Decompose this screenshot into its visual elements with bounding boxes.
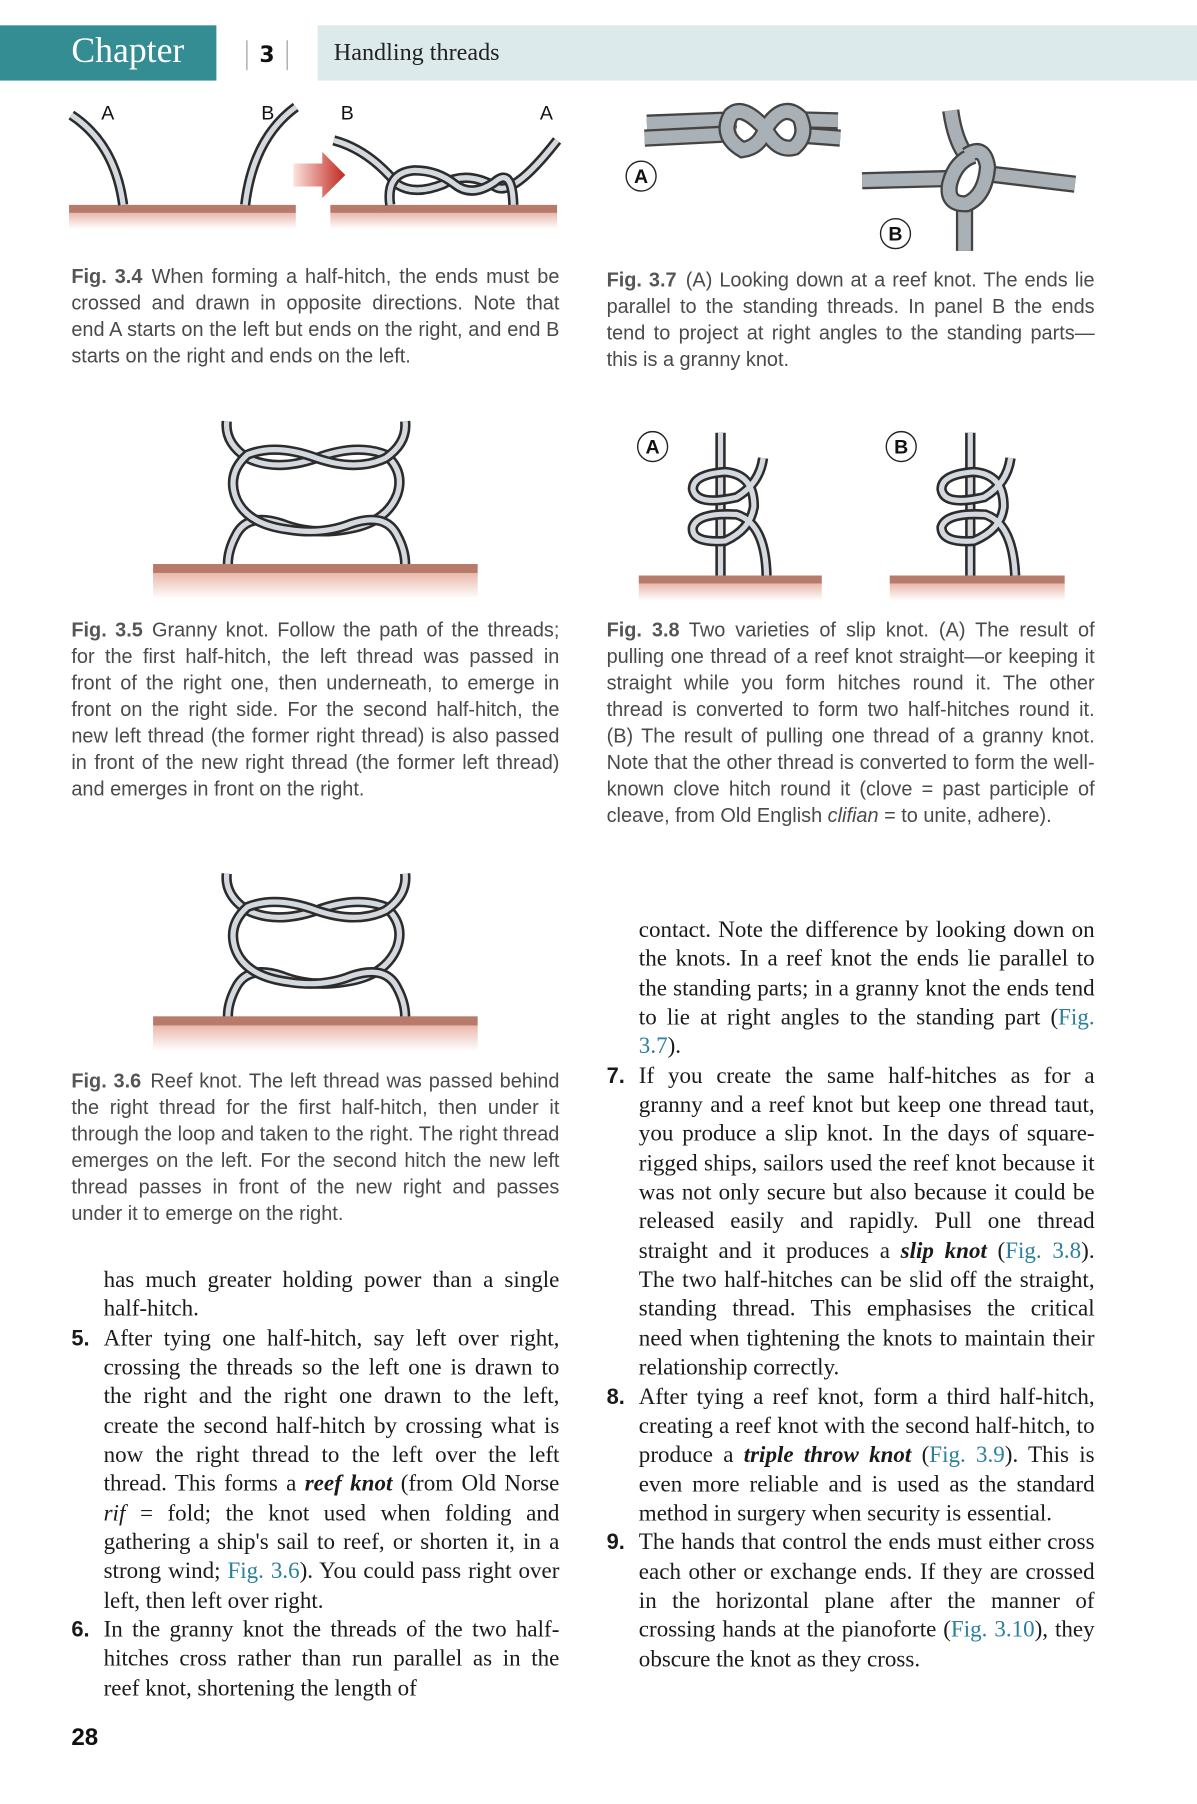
figure-label: Fig. 3.7 xyxy=(606,268,677,292)
svg-text:A: A xyxy=(645,436,660,459)
text-run: (from Old Norse xyxy=(392,1471,560,1497)
svg-text:A: A xyxy=(101,102,115,125)
figure-reference-link[interactable]: Fig. 3.6 xyxy=(227,1558,300,1585)
continued-paragraph xyxy=(71,1266,559,1324)
fig-3-5-caption: Fig. 3.5 Granny knot. Follow the path of the threads; for the first half-hitch, the left thread was passed in front of the right one, then underneath, to emerge in front on the right side. For the second half-hitch, the new left thread (the former right thread) is also passed in front of the new right thread (the former left thread) and emerges in front on the right. xyxy=(71,618,560,800)
emphasized-term: slip knot xyxy=(900,1238,987,1264)
chapter-number: 3 xyxy=(246,40,287,70)
text-run: = fold; the knot used when folding and gathering a ship's sail to reef, or shorten it, in a strong wind; xyxy=(103,1500,560,1585)
text-run: If you create the same half-hitches as for a granny and a reef knot but keep one thread taut, you produce a slip knot. In the days of square-rigged ships, sailors used the reef knot because it was not only secure but also because it could be released easily and rapidly. Pull one thread straight and it produces a xyxy=(638,1063,1095,1264)
page-number: 28 xyxy=(71,1724,99,1751)
emphasized-term: reef knot xyxy=(304,1471,393,1497)
svg-text:B: B xyxy=(340,102,354,125)
list-number: 7. xyxy=(606,1064,625,1089)
emphasized-term: triple throw knot xyxy=(743,1442,912,1468)
figure-label: Fig. 3.4 xyxy=(71,264,143,288)
list-number: 5. xyxy=(71,1326,90,1351)
text-run: has much greater holding power than a single half-hitch. xyxy=(103,1267,560,1322)
svg-text:A: A xyxy=(634,166,649,189)
text-run: ). You could pass right over left, then left over right. xyxy=(103,1558,560,1614)
text-run: ). This is even more reliable and is used as the standard method in surgery when security is essential. xyxy=(638,1442,1095,1527)
figure-reference-link[interactable]: Fig. 3.10 xyxy=(950,1617,1035,1643)
text-run: contact. Note the difference by looking down on the knots. In a reef knot the ends lie parallel to the standing parts; in a granny knot the ends tend to lie at right angles to the standing part ( xyxy=(638,917,1095,1031)
fig-3-7-caption: Fig. 3.7 (A) Looking down at a reef knot. The ends lie parallel to the standing threads. In panel B the ends tend to project at right angles to the standing parts—this is a granny knot. xyxy=(606,268,1095,371)
svg-text:B: B xyxy=(888,223,903,246)
body-text-right-column xyxy=(607,916,1095,1674)
text-run: ( xyxy=(911,1442,930,1468)
text-run: After tying one half-hitch, say left over right, crossing the threads so the left one is drawn to the right and the right one drawn to the left, create the second half-hitch by crossing what is now the right thread to the left over the left thread. This forms a xyxy=(103,1325,560,1497)
svg-text:B: B xyxy=(261,102,275,125)
fig-3-8-caption: Fig. 3.8 Two varieties of slip knot. (A) The result of pulling one thread of a reef knot straight—or keeping it straight while you form hitches round it. The other thread is converted to form two half-hitches round it. (B) The result of pulling one thread of a granny knot. Note that the other thread is converted to form the well-known clove hitch round it (clove = past participle of cleave, from Old English clifian = to unite, adhere). xyxy=(606,618,1095,827)
text-run: After tying a reef knot, form a third half-hitch, creating a reef knot with the second half-hitch, to produce a xyxy=(638,1384,1095,1468)
figure-label: Fig. 3.8 xyxy=(606,618,680,642)
ground xyxy=(153,1016,478,1051)
continued-paragraph xyxy=(607,916,1095,1062)
fig-3-4-caption: Fig. 3.4 When forming a half-hitch, the ends must be crossed and drawn in opposite directions. Note that end A starts on the left but ends on the right, and end B starts on the right and ends on the left. xyxy=(71,264,560,368)
emphasized-term: rif xyxy=(103,1500,126,1526)
running-header-title: Handling threads xyxy=(333,37,500,66)
list-number: 6. xyxy=(71,1618,90,1643)
figure-label: Fig. 3.6 xyxy=(71,1069,142,1093)
numbered-list-item xyxy=(71,1616,559,1704)
numbered-list-item xyxy=(71,1324,559,1616)
figure-reference-link[interactable]: Fig. 3.9 xyxy=(929,1442,1005,1468)
numbered-list-item xyxy=(607,1529,1095,1675)
text-run: ), they obscure the knot as they cross. xyxy=(638,1617,1095,1672)
figure-reference-link[interactable]: Fig. 3.7 xyxy=(638,1004,1095,1060)
text-run: ). The two half-hitches can be slid off the straight, standing thread. This emphasises the critical need when tightening the knots to maintain their relationship correctly. xyxy=(638,1238,1095,1381)
svg-text:A: A xyxy=(539,102,553,125)
chapter-label: Chapter xyxy=(71,29,185,71)
figure-label: Fig. 3.5 xyxy=(71,618,143,642)
fig-3-6-caption: Fig. 3.6 Reef knot. The left thread was passed behind the right thread for the first half-hitch, then under it through the loop and taken to the right. The right thread emerges on the left. For the second hitch the new left thread passes in front of the new right and passes under it to emerge on the right. xyxy=(71,1069,560,1225)
text-run: The hands that control the ends must either cross each other or exchange ends. If they are crossed in the horizontal plane after the manner of crossing hands at the pianoforte ( xyxy=(638,1529,1095,1643)
list-number: 9. xyxy=(606,1531,625,1556)
figure-reference-link[interactable]: Fig. 3.8 xyxy=(1005,1238,1082,1264)
list-number: 8. xyxy=(606,1385,625,1410)
numbered-list-item xyxy=(607,1383,1095,1529)
svg-text:B: B xyxy=(894,436,909,459)
body-text-left-column xyxy=(71,1266,559,1704)
text-run: In the granny knot the threads of the two half-hitches cross rather than run parallel as in the reef knot, shortening the length of xyxy=(103,1617,560,1701)
text-run: ( xyxy=(986,1238,1006,1264)
text-run: ). xyxy=(667,1034,682,1060)
numbered-list-item xyxy=(607,1062,1095,1383)
